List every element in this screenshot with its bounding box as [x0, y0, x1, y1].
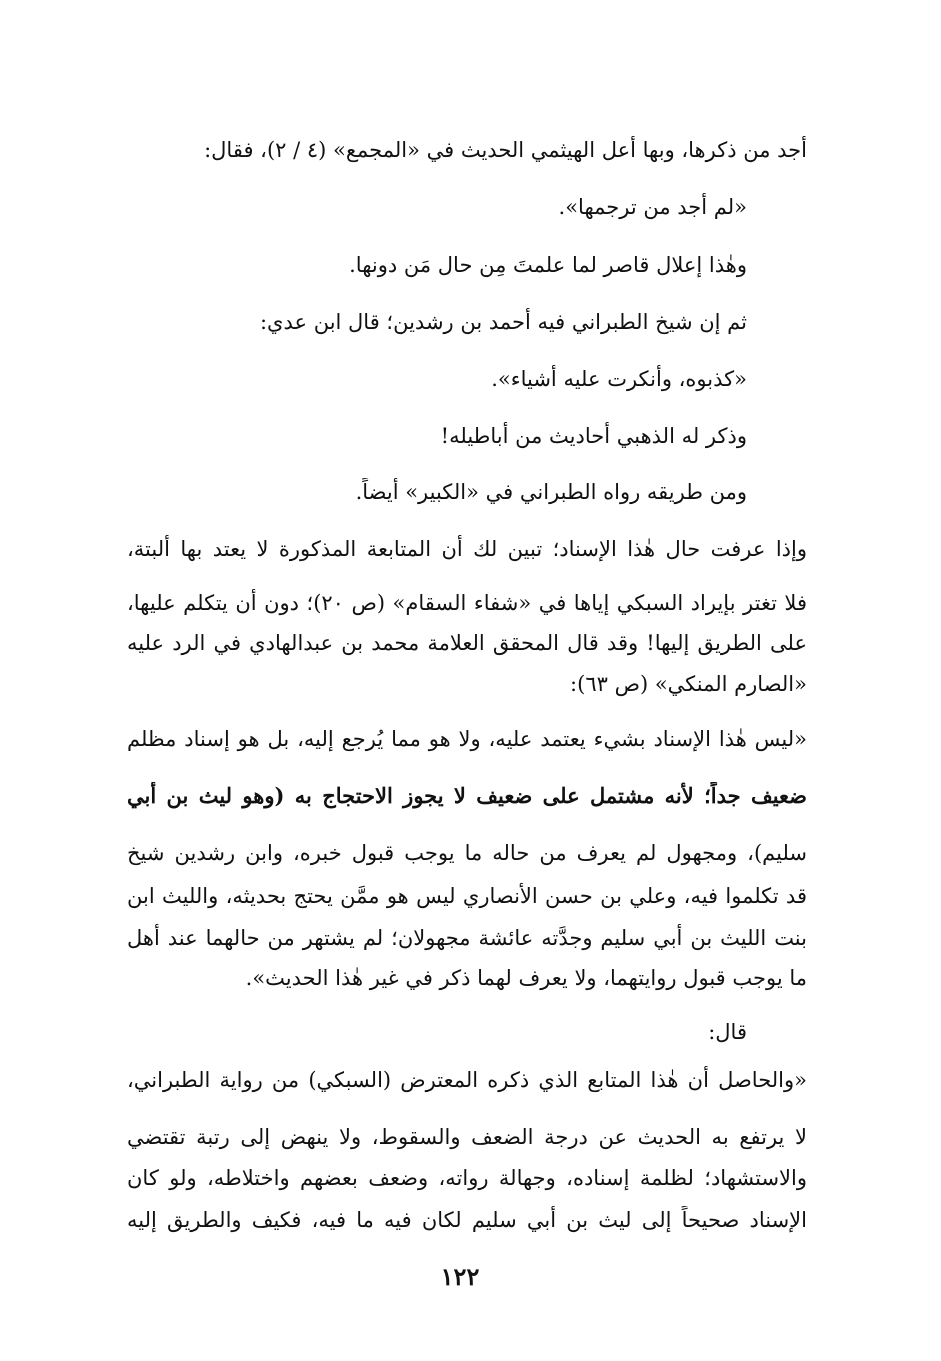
- text-line-2: «لم أجد من ترجمها».: [558, 195, 747, 219]
- text-line-7: ومن طريقه رواه الطبراني في «الكبير» أيضاً.: [355, 480, 747, 504]
- text-line-16: بنت الليث بن أبي سليم وجدَّته عائشة مجهولان؛ لم يشتهر من حالهما عند أهل: [127, 926, 807, 950]
- text-line-13: ضعيف جداً؛ لأنه مشتمل على ضعيف لا يجوز الاحتجاج به (وهو ليث بن أبي: [127, 783, 807, 808]
- text-line-12: «ليس هٰذا الإسناد بشيء يعتمد عليه، ولا هو مما يُرجع إليه، بل هو إسناد مظلم: [127, 727, 807, 751]
- text-line-14: سليم)، ومجهول لم يعرف من حاله ما يوجب قبول خبره، وابن رشدين شيخ: [127, 841, 807, 865]
- text-line-6: وذكر له الذهبي أحاديث من أباطيله!: [440, 424, 747, 448]
- text-line-9: فلا تغتر بإيراد السبكي إياها في «شفاء السقام» (ص ٢٠)؛ دون أن يتكلم عليها،: [127, 591, 807, 615]
- text-line-3: وهٰذا إعلال قاصر لما علمتَ مِن حال مَن دونها.: [349, 253, 747, 277]
- text-line-11: «الصارم المنكي» (ص ٦٣):: [570, 672, 807, 696]
- text-line-20: لا يرتفع به الحديث عن درجة الضعف والسقوط، ولا ينهض إلى رتبة تقتضي: [127, 1125, 807, 1149]
- text-line-15: قد تكلموا فيه، وعلي بن حسن الأنصاري ليس هو ممَّن يحتج بحديثه، والليث ابن: [127, 884, 807, 908]
- text-line-17: ما يوجب قبول روايتهما، ولا يعرف لهما ذكر في غير هٰذا الحديث».: [245, 966, 807, 990]
- text-line-22: الإسناد صحيحاً إلى ليث بن أبي سليم لكان فيه ما فيه، فكيف والطريق إليه: [127, 1208, 807, 1232]
- text-line-19: «والحاصل أن هٰذا المتابع الذي ذكره المعترض (السبكي) من رواية الطبراني،: [127, 1068, 807, 1092]
- text-line-10: على الطريق إليها! وقد قال المحقق العلامة محمد بن عبدالهادي في الرد عليه: [127, 631, 807, 655]
- text-line-4: ثم إن شيخ الطبراني فيه أحمد بن رشدين؛ قال ابن عدي:: [259, 310, 747, 334]
- text-line-1: أجد من ذكرها، وبها أعل الهيثمي الحديث في «المجمع» (٤ / ٢)، فقال:: [204, 138, 807, 162]
- page-number: ١٢٢: [440, 1262, 480, 1291]
- text-line-5: «كذبوه، وأنكرت عليه أشياء».: [491, 367, 747, 391]
- text-line-8: وإذا عرفت حال هٰذا الإسناد؛ تبين لك أن المتابعة المذكورة لا يعتد بها ألبتة،: [127, 537, 807, 561]
- text-line-18: قال:: [708, 1020, 747, 1044]
- text-line-21: والاستشهاد؛ لظلمة إسناده، وجهالة رواته، وضعف بعضهم واختلاطه، ولو كان: [127, 1166, 807, 1190]
